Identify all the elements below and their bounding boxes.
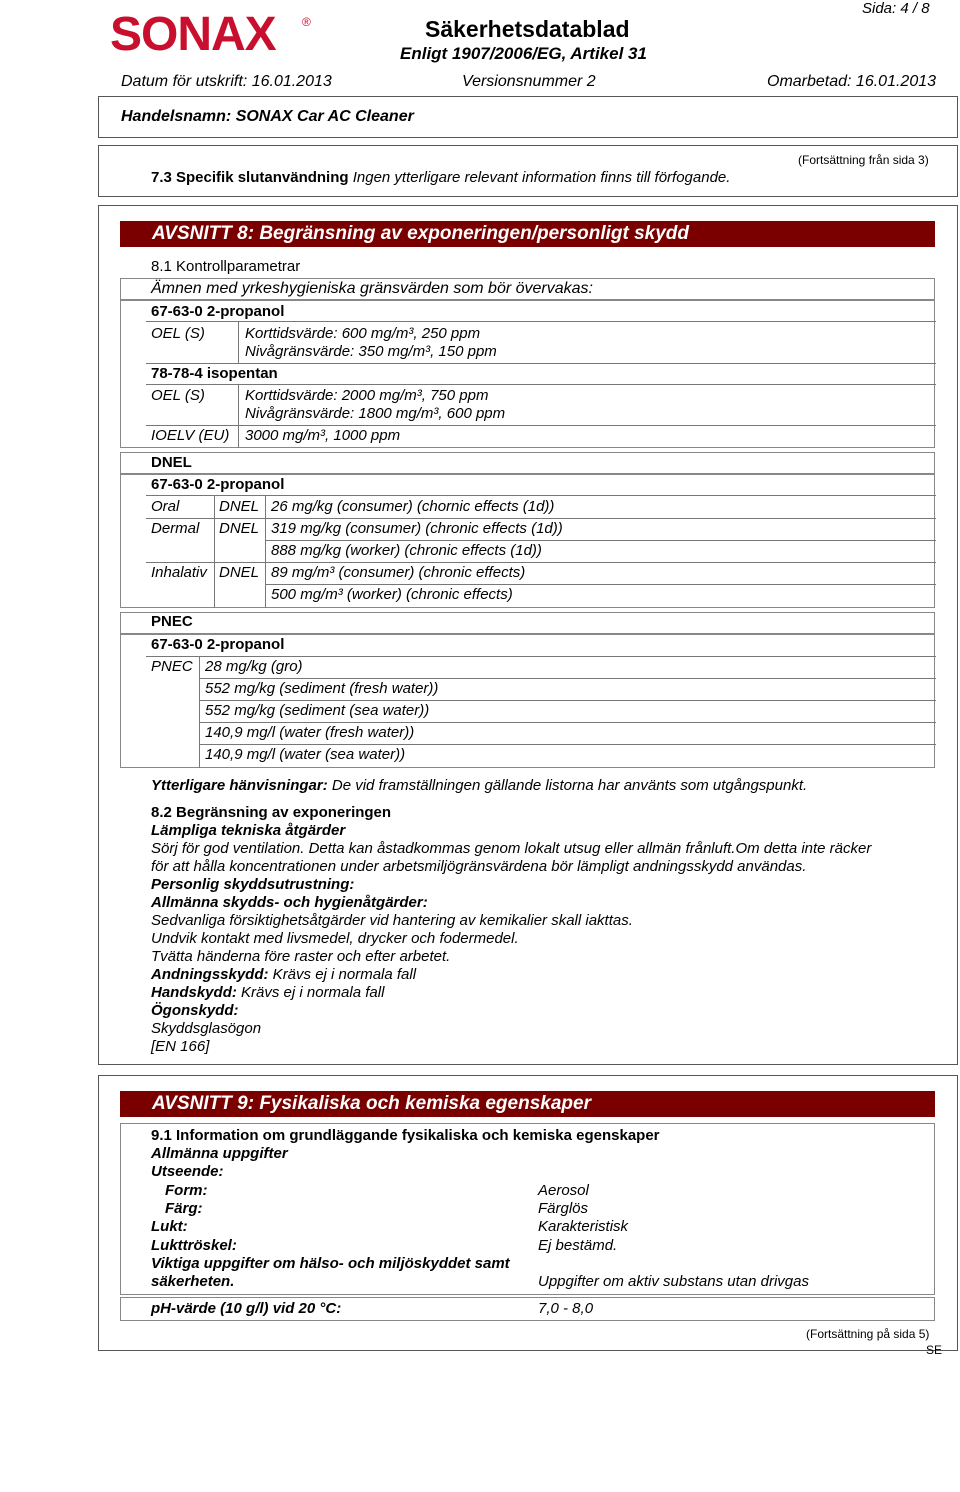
extra-references-label: Ytterligare hänvisningar: <box>151 777 328 794</box>
important-info-value: Uppgifter om aktiv substans utan drivgas <box>538 1273 809 1290</box>
extra-references-text: De vid framställningen gällande listorna har använts som utgångspunkt. <box>327 777 808 794</box>
respiratory-label: Andningsskydd: <box>151 966 269 983</box>
tech-measures-1: Sörj för god ventilation. Detta kan åstadkommas genom lokalt utsug eller allmän frånluft.Om detta inte räcker <box>151 840 872 857</box>
tech-measures-head: Lämpliga tekniska åtgärder <box>151 822 346 839</box>
form-value: Aerosol <box>538 1182 589 1199</box>
form-label: Form: <box>165 1182 208 1199</box>
doc-title: Säkerhetsdatablad <box>425 16 630 42</box>
substance-2-short: Korttidsvärde: 2000 mg/m³, 750 ppm <box>245 387 489 404</box>
dnel-route-3: Inhalativ <box>151 564 207 581</box>
color-value: Färglös <box>538 1200 589 1217</box>
hand-protection <box>151 984 384 1001</box>
substance-1-level: Nivågränsvärde: 350 mg/m³, 150 ppm <box>245 343 497 360</box>
continued-to: (Fortsättning på sida 5) <box>806 1327 930 1341</box>
substance-1-name: 67-63-0 2-propanol <box>151 303 285 320</box>
respiratory-text: Krävs ej i normala fall <box>268 966 417 983</box>
eye-protection-2: [EN 166] <box>151 1038 210 1055</box>
section-8-2: 8.2 Begränsning av exponeringen <box>151 804 392 821</box>
substance-2-name: 78-78-4 isopentan <box>151 365 278 382</box>
language-code: SE <box>926 1343 943 1357</box>
dnel-type-0: DNEL <box>219 498 260 515</box>
pnec-head-box <box>120 612 935 634</box>
hand-label: Handskydd: <box>151 984 237 1001</box>
pnec-value-4: 140,9 mg/l (water (sea water)) <box>205 746 406 763</box>
section-8-1: 8.1 Kontrollparametrar <box>151 258 301 275</box>
appearance-label: Utseende: <box>151 1163 224 1180</box>
hygiene-3: Tvätta händerna före raster och efter arbetet. <box>151 948 451 965</box>
substance-2-ioelv-value: 3000 mg/m³, 1000 ppm <box>245 427 401 444</box>
hygiene-2: Undvik kontakt med livsmedel, drycker och fodermedel. <box>151 930 519 947</box>
substance-1-short: Korttidsvärde: 600 mg/m³, 250 ppm <box>245 325 481 342</box>
important-info-label-1: Viktiga uppgifter om hälso- och miljöskyddet samt <box>151 1255 510 1272</box>
pnec-head: PNEC <box>151 613 193 630</box>
substance-head: Ämnen med yrkeshygieniska gränsvärden som bör övervakas: <box>151 280 593 297</box>
dnel-route-1: Dermal <box>151 520 200 537</box>
ph-label: pH-värde (10 g/l) vid 20 °C: <box>151 1300 342 1317</box>
odor-value: Karakteristisk <box>538 1218 629 1235</box>
dnel-route-0: Oral <box>151 498 180 515</box>
odor-threshold-value: Ej bestämd. <box>538 1237 618 1254</box>
dnel-value-3: 89 mg/m³ (consumer) (chronic effects) <box>271 564 526 581</box>
dnel-substance: 67-63-0 2-propanol <box>151 476 285 493</box>
dnel-value-4: 500 mg/m³ (worker) (chronic effects) <box>271 586 513 603</box>
section-7-3 <box>151 169 730 186</box>
dnel-head: DNEL <box>151 454 192 471</box>
general-info: Allmänna uppgifter <box>151 1145 288 1162</box>
pnec-value-1: 552 mg/kg (sediment (fresh water)) <box>205 680 439 697</box>
color-label: Färg: <box>165 1200 203 1217</box>
pnec-value-2: 552 mg/kg (sediment (sea water)) <box>205 702 430 719</box>
logo-text: SONAX <box>110 8 276 58</box>
substance-1-oel: OEL (S) <box>151 325 205 342</box>
hygiene-head: Allmänna skydds- och hygienåtgärder: <box>151 894 428 911</box>
section-9-title: AVSNITT 9: Fysikaliska och kemiska egenskaper <box>120 1091 935 1117</box>
registered-mark: ® <box>302 15 311 29</box>
hand-text: Krävs ej i normala fall <box>236 984 385 1001</box>
page-number: Sida: 4 / 8 <box>862 0 930 17</box>
pnec-value-3: 140,9 mg/l (water (fresh water)) <box>205 724 415 741</box>
dnel-value-2: 888 mg/kg (worker) (chronic effects (1d)) <box>271 542 542 559</box>
dnel-head-box <box>120 452 935 474</box>
eye-protection-1: Skyddsglasögon <box>151 1020 262 1037</box>
trade-name: Handelsnamn: SONAX Car AC Cleaner <box>121 108 414 125</box>
doc-subtitle: Enligt 1907/2006/EG, Artikel 31 <box>400 44 647 63</box>
dnel-type-1: DNEL <box>219 520 260 537</box>
version-number: Versionsnummer 2 <box>462 73 596 90</box>
odor-threshold-label: Lukttröskel: <box>151 1237 237 1254</box>
section-9-1: 9.1 Information om grundläggande fysikaliska och kemiska egenskaper <box>151 1127 660 1144</box>
eye-protection-label: Ögonskydd: <box>151 1002 239 1019</box>
dnel-type-3: DNEL <box>219 564 260 581</box>
revised-date: Omarbetad: 16.01.2013 <box>767 73 937 90</box>
section-8-title: AVSNITT 8: Begränsning av exponeringen/personligt skydd <box>120 221 935 247</box>
substance-2-oel: OEL (S) <box>151 387 205 404</box>
ppe-head: Personlig skyddsutrustning: <box>151 876 355 893</box>
dnel-value-0: 26 mg/kg (consumer) (chornic effects (1d)) <box>271 498 555 515</box>
hygiene-1: Sedvanliga försiktighetsåtgärder vid hantering av kemikalier skall iakttas. <box>151 912 633 929</box>
ph-value: 7,0 - 8,0 <box>538 1300 594 1317</box>
substance-2-level: Nivågränsvärde: 1800 mg/m³, 600 ppm <box>245 405 506 422</box>
continued-from: (Fortsättning från sida 3) <box>798 153 929 167</box>
substance-2-ioelv: IOELV (EU) <box>151 427 230 444</box>
section-7-3-label: 7.3 Specifik slutanvändning <box>151 169 349 186</box>
pnec-substance: 67-63-0 2-propanol <box>151 636 285 653</box>
section-7-3-text: Ingen ytterligare relevant information finns till förfogande. <box>348 169 731 186</box>
pnec-value-0: 28 mg/kg (gro) <box>205 658 303 675</box>
respiratory-protection <box>151 966 416 983</box>
dnel-value-1: 319 mg/kg (consumer) (chronic effects (1d)) <box>271 520 563 537</box>
important-info-label-2: säkerheten. <box>151 1273 235 1290</box>
sonax-logo <box>108 8 318 62</box>
extra-references <box>151 777 807 794</box>
pnec-label: PNEC <box>151 658 193 675</box>
tech-measures-2: för att hålla koncentrationen under arbetsmiljögränsvärdena bör lämpligt andningsskydd användas. <box>151 858 807 875</box>
odor-label: Lukt: <box>151 1218 188 1235</box>
print-date: Datum för utskrift: 16.01.2013 <box>121 73 332 90</box>
